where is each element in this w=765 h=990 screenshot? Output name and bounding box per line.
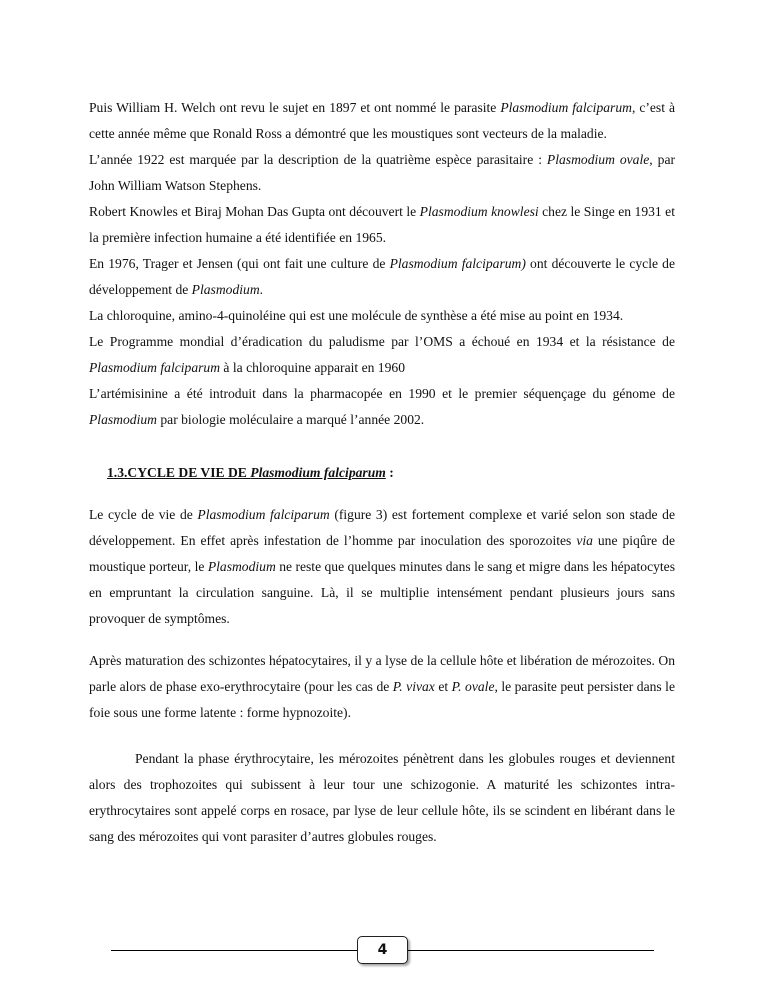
- text-run: L’année 1922 est marquée par la description de la quatrième espèce parasitaire :: [89, 152, 547, 167]
- species-name: Plasmodium ovale: [546, 152, 650, 167]
- text-run: ne reste que quelques minutes dans le sang et migre dans les hépatocytes en empruntant la circulation sanguine. Là, il se multiplie intensément pendant plusieurs jours sans provoquer de symptômes.: [89, 559, 675, 626]
- heading-suffix: :: [385, 465, 394, 480]
- species-name: P. vivax: [392, 679, 435, 694]
- paragraph-erythrocytaire: Pendant la phase érythrocytaire, les mérozoites pénètrent dans les globules rouges et deviennent alors des trophozoites qui subissent à leur tour une schizogonie. A maturité les schizontes intra-erythrocytaires sont appelé corps en rosace, par lyse de leur cellule hôte, ils se scindent en libérant dans le sang des mérozoites qui vont parasiter d’autres globules rouges.: [89, 751, 675, 844]
- species-name: Plasmodium: [191, 282, 260, 297]
- text-run: .: [259, 282, 264, 297]
- heading-underlined: [107, 465, 386, 480]
- species-name: Plasmodium falciparum: [89, 360, 221, 375]
- heading-prefix: 1.3.CYCLE DE VIE DE: [107, 465, 251, 480]
- species-name: Plasmodium falciparum: [197, 507, 330, 522]
- text-run: et: [434, 679, 452, 694]
- text-run: chez le Singe en 1931 et la première infection humaine a été identifiée en 1965.: [89, 204, 675, 245]
- page-content: [89, 95, 675, 850]
- text-run: Le Programme mondial d’éradication du paludisme par l’OMS a échoué en 1934 et la résistance de: [89, 334, 675, 349]
- paragraph-knowles: [89, 199, 675, 251]
- section-heading: [89, 460, 675, 486]
- text-run: (figure 3) est fortement complexe et varié selon son stade de développement. En effet après infestation de l’homme par inoculation des sporozoites: [89, 507, 675, 548]
- paragraph-oms: [89, 329, 675, 381]
- page-number-badge: 4: [357, 936, 408, 964]
- species-name: Plasmodium: [207, 559, 276, 574]
- species-name: Plasmodium: [89, 412, 157, 427]
- paragraph-chloroquine: La chloroquine, amino-4-quinoléine qui est une molécule de synthèse a été mise au point en 1934.: [89, 308, 624, 323]
- paragraph-exo-erythrocytaire: [89, 648, 675, 726]
- species-name: Plasmodium falciparum): [389, 256, 526, 271]
- text-run: L’artémisinine a été introduit dans la pharmacopée en 1990 et le premier séquençage du génome de: [89, 386, 675, 401]
- text-run: , par John William Watson Stephens.: [89, 152, 676, 193]
- text-run: ont découverte le cycle de développement de: [89, 256, 675, 297]
- footer-rule-left: [111, 950, 357, 951]
- paragraph-1922: [89, 147, 675, 199]
- text-run: Le cycle de vie de: [89, 507, 198, 522]
- heading-species: Plasmodium falciparum: [250, 465, 386, 480]
- paragraph-artemisinine: [89, 381, 675, 433]
- paragraph-cycle-intro: [89, 502, 675, 632]
- species-name: P. ovale: [451, 679, 495, 694]
- text-run: En 1976, Trager et Jensen (qui ont fait une culture de: [89, 256, 390, 271]
- text-run: Robert Knowles et Biraj Mohan Das Gupta ont découvert le: [89, 204, 420, 219]
- text-run: , c’est à cette année même que Ronald Ross a démontré que les moustiques sont vecteurs de la maladie.: [89, 100, 675, 141]
- text-run: à la chloroquine apparait en 1960: [220, 360, 405, 375]
- species-name: Plasmodium falciparum: [500, 100, 632, 115]
- paragraph-welch: [89, 95, 675, 147]
- text-run: Puis William H. Welch ont revu le sujet en 1897 et ont nommé le parasite: [89, 100, 501, 115]
- latin-word: via: [576, 533, 593, 548]
- text-run: , le parasite peut persister dans le foie sous une forme latente : forme hypnozoite).: [89, 679, 675, 720]
- species-name: Plasmodium knowlesi: [419, 204, 539, 219]
- footer-rule-right: [406, 950, 654, 951]
- text-run: par biologie moléculaire a marqué l’année 2002.: [156, 412, 425, 427]
- paragraph-1976: [89, 251, 675, 303]
- text-run: une piqûre de moustique porteur, le: [89, 533, 675, 574]
- text-run: Après maturation des schizontes hépatocytaires, il y a lyse de la cellule hôte et libération de mérozoites. On parle alors de phase exo-erythrocytaire (pour les cas de: [89, 653, 675, 694]
